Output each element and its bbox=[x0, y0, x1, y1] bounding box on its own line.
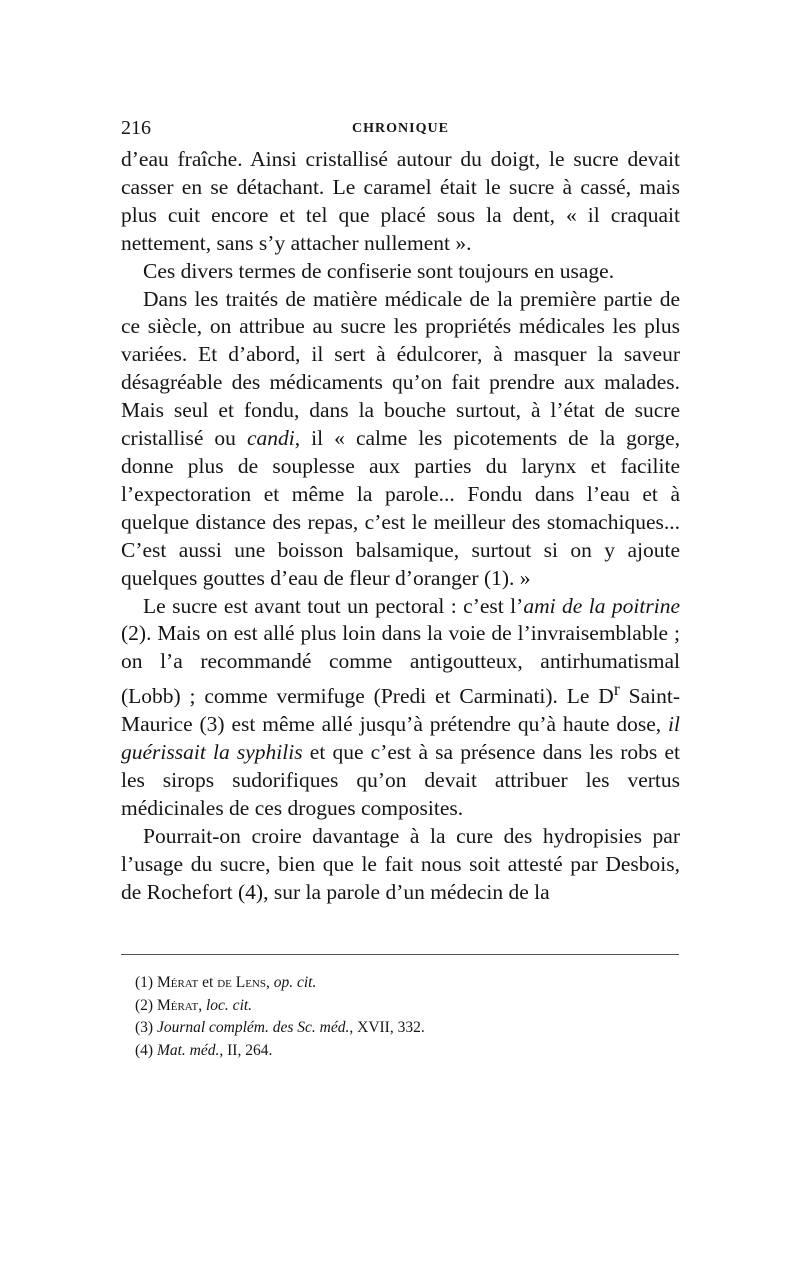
italic-text: op. cit. bbox=[273, 974, 317, 991]
text-run: (2). Mais on est allé plus loin dans la voie de l’invraisemblable ; on l’a recommandé comme antigoutteux, antirhumatismal (Lobb) ; comme vermifuge (Predi et Carminati). Le D bbox=[121, 621, 680, 709]
text-run: Ces divers termes de confiserie sont toujours en usage. bbox=[143, 258, 615, 283]
text-run: et bbox=[198, 974, 218, 991]
paragraph bbox=[121, 146, 680, 258]
text-run: d’eau fraîche. Ainsi cristallisé autour du doigt, le sucre devait casser en se détachant. Le caramel était le sucre à cassé, mais plus cuit encore et tel que placé sous la dent, « il craquait nettement, sans s’y attacher nullement ». bbox=[121, 147, 680, 255]
small-caps-name: de Lens bbox=[217, 974, 266, 991]
text-run: , XVII, 332. bbox=[349, 1019, 425, 1037]
italic-text: ami de la poitrine bbox=[523, 593, 680, 618]
text-run: et que c’est à sa présence dans les robs et les sirops sudorifiques qu’on devait attribuer les vertus médicinales de ces drogues composites. bbox=[121, 740, 680, 820]
paragraph bbox=[121, 823, 680, 907]
text-run: Saint-Maurice (3) est même allé jusqu’à prétendre qu’à haute dose, bbox=[121, 684, 680, 737]
page-header bbox=[121, 116, 680, 140]
body-text bbox=[121, 146, 680, 907]
footnote-rule bbox=[121, 954, 679, 955]
footnotes bbox=[135, 972, 655, 1062]
italic-text: candi bbox=[246, 426, 295, 451]
paragraph bbox=[121, 593, 680, 823]
superscript-text: r bbox=[613, 679, 620, 700]
text-run: (2) bbox=[135, 996, 157, 1014]
running-head: CHRONIQUE bbox=[352, 121, 449, 136]
text-run: (4) bbox=[135, 1041, 157, 1059]
small-caps-name: Mérat bbox=[156, 996, 199, 1014]
text-run: , il « calme les picotements de la gorge, donne plus de souplesse aux parties du larynx et facilite l’expectoration et même la parole... Fondu dans l’eau et à quelque distance des repas, c’est le meilleur des stomachiques... C’est aussi une boisson balsamique, surtout si on y ajoute quelques gouttes d’eau de fleur d’oranger (1). » bbox=[121, 426, 681, 590]
text-run: , bbox=[198, 996, 206, 1014]
italic-text: il guérissait la syphilis bbox=[121, 712, 680, 765]
text-run: Le sucre est avant tout un pectoral : c’est l’ bbox=[143, 593, 524, 618]
footnote bbox=[135, 1017, 655, 1040]
text-run: (1) bbox=[135, 974, 157, 991]
small-caps-name: Mérat bbox=[156, 974, 199, 991]
text-run: Dans les traités de matière médicale de la première partie de ce siècle, on attribue au sucre les propriétés médicales les plus variées. Et d’abord, il sert à édulcorer, à masquer la saveur désagréable des médicaments qu’on fait prendre aux malades. Mais seul et fondu, dans la bouche surtout, à l’état de sucre cristallisé ou bbox=[121, 286, 680, 451]
footnote bbox=[135, 995, 655, 1018]
text-run: , bbox=[265, 974, 274, 991]
italic-text: Mat. méd. bbox=[156, 1041, 220, 1059]
footnote bbox=[135, 972, 655, 995]
page-number: 216 bbox=[121, 117, 151, 139]
text-run: (3) bbox=[135, 1019, 157, 1037]
text-run: , II, 264. bbox=[219, 1041, 273, 1059]
footnote bbox=[135, 1040, 655, 1063]
text-run: Pourrait-on croire davantage à la cure des hydropisies par l’usage du sucre, bien que le fait nous soit attesté par Desbois, de Rochefort (4), sur la parole d’un médecin de la bbox=[121, 823, 680, 904]
italic-text: Journal complém. des Sc. méd. bbox=[156, 1019, 350, 1037]
paragraph bbox=[121, 286, 680, 593]
italic-text: loc. cit. bbox=[206, 996, 253, 1014]
paragraph bbox=[121, 258, 680, 286]
